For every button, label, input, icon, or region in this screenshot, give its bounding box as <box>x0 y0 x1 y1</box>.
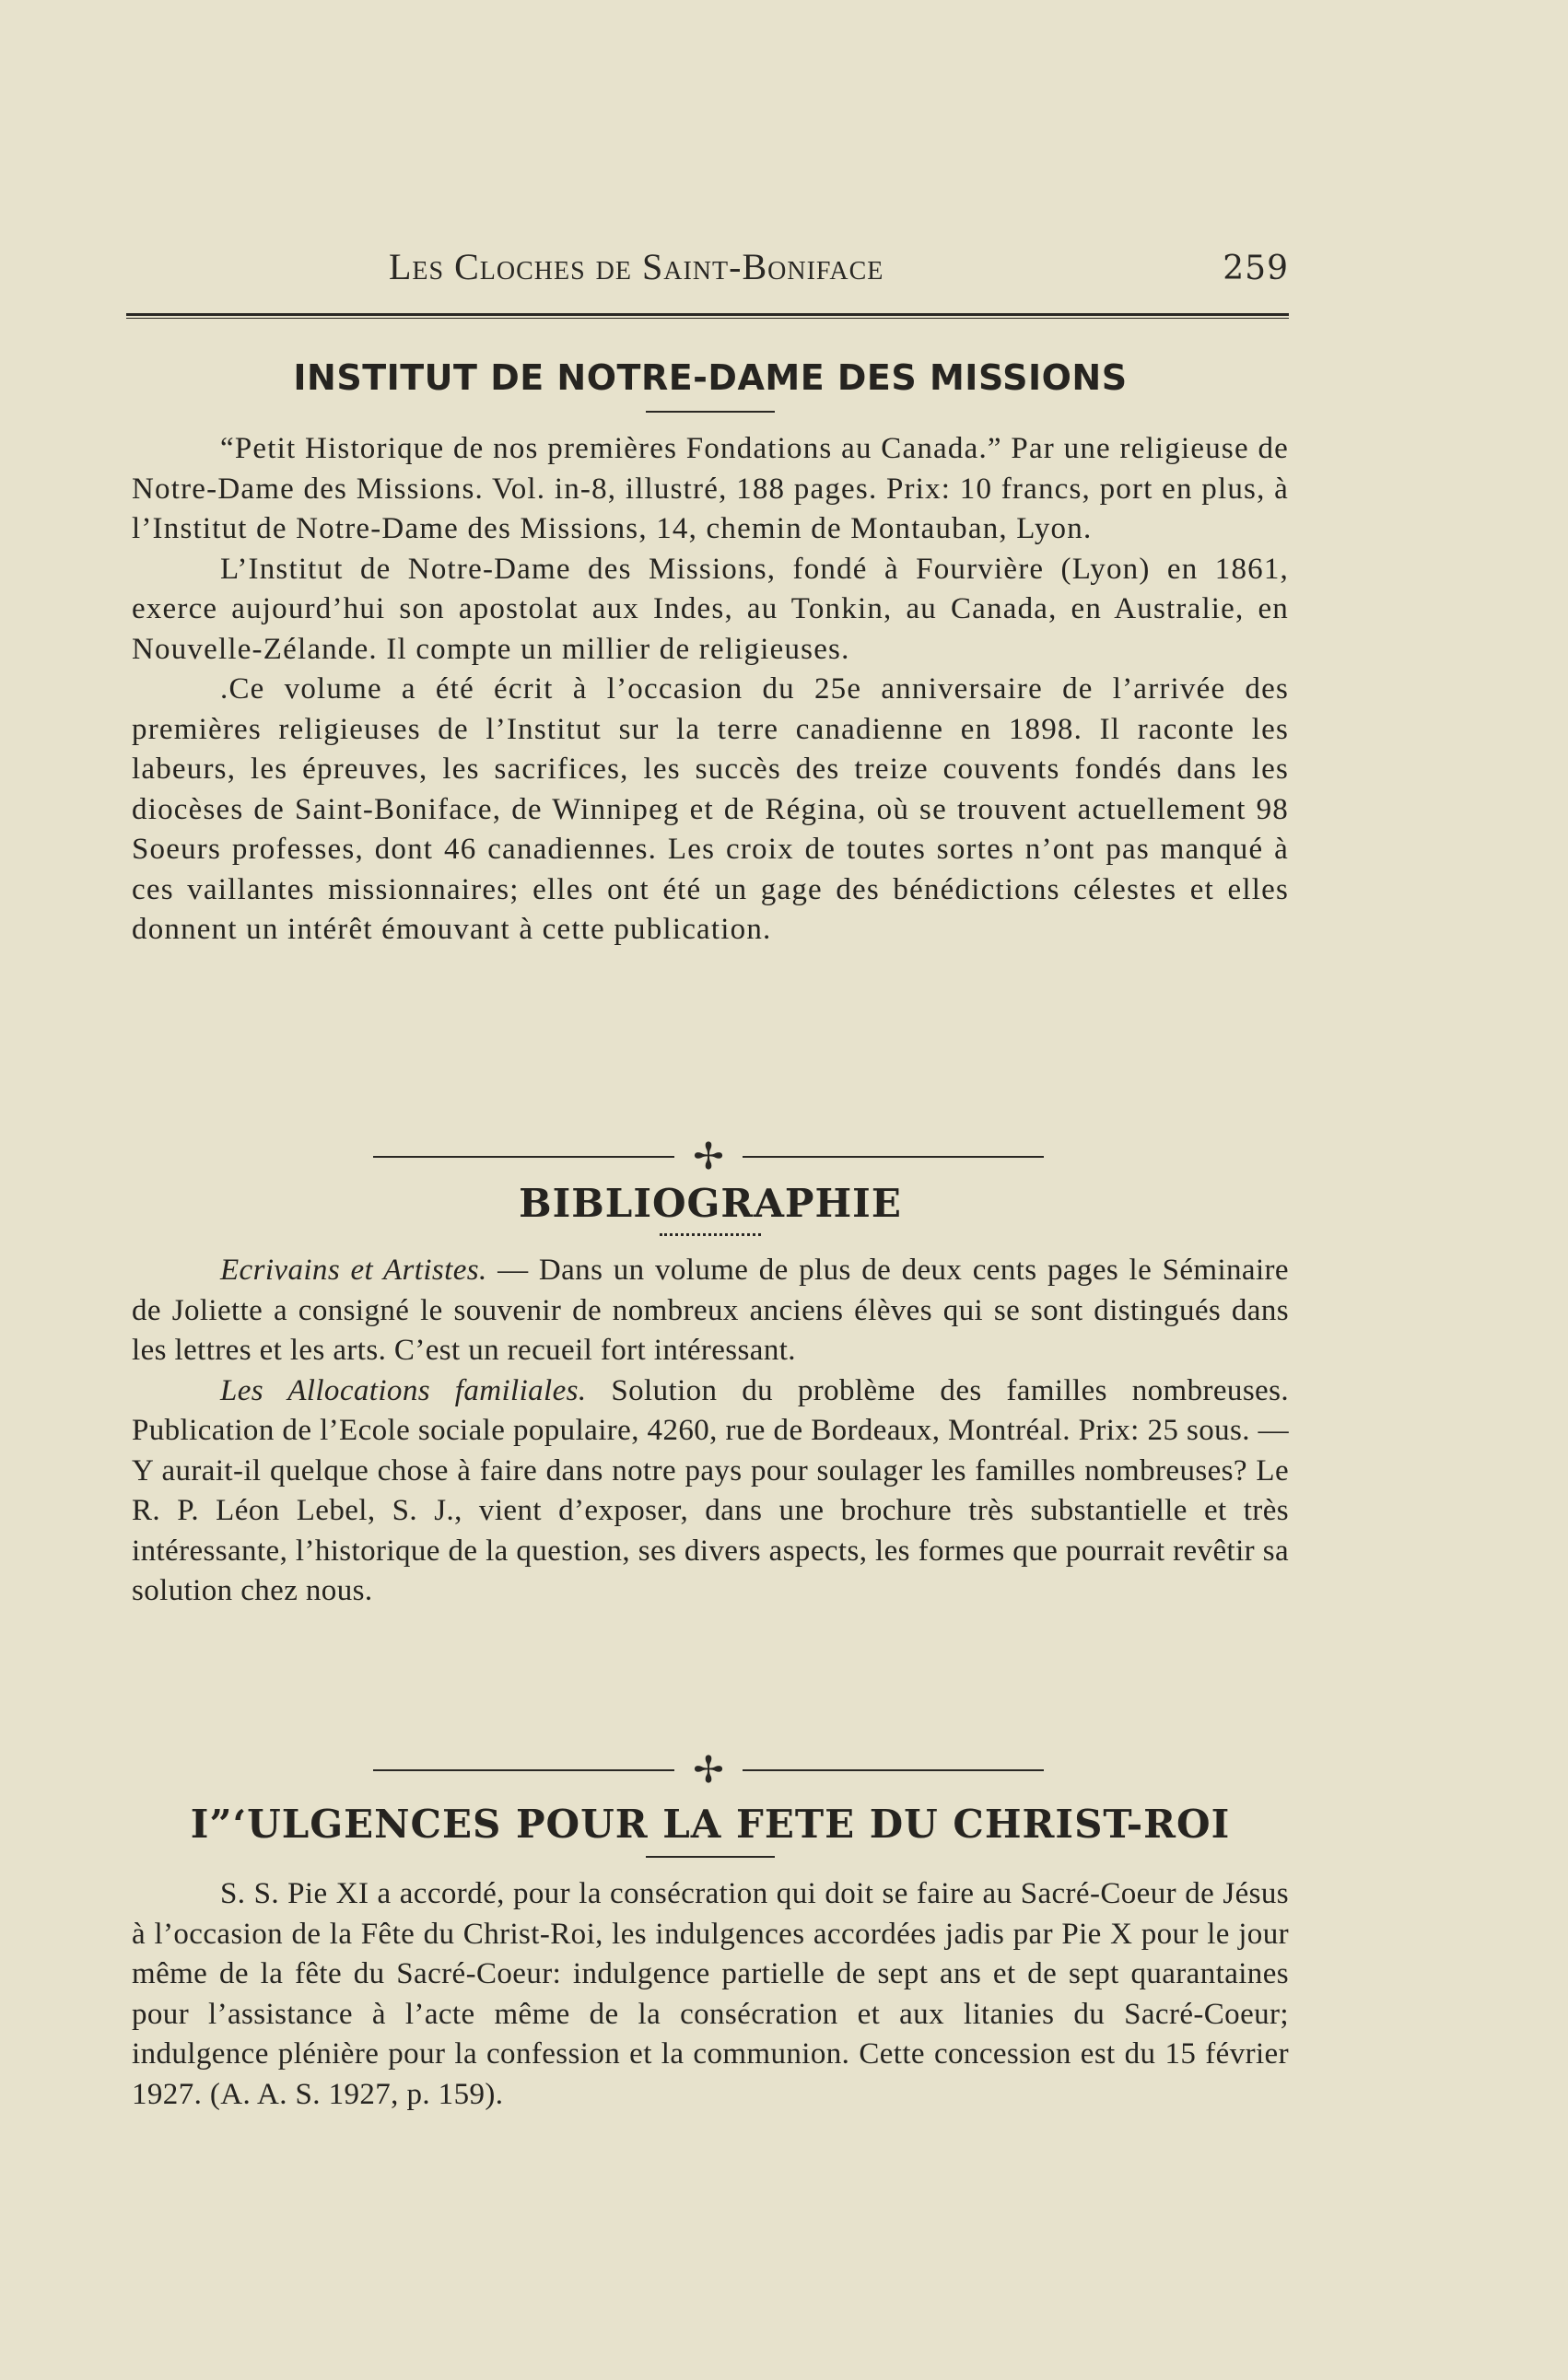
divider-line <box>743 1156 1044 1158</box>
divider-line <box>373 1769 674 1771</box>
paragraph: Les Allocations familiales. Solution du problème des familles nombreuses. Publication de l’Ecole sociale populaire, 4260, rue de Bordeaux, Montréal. Prix: 25 sous. — Y aurait-il quelque chose à faire dans notre pays pour soulager les familles nombreuses? Le R. P. Léon Lebel, S. J., vient d’exposer, dans une brochure très substantielle et très intéressante, l’historique de la question, ses divers aspects, les formes que pourrait revêtir sa solution chez nous. <box>132 1373 1289 1607</box>
paragraph: .Ce volume a été écrit à l’occasion du 25e anniversaire de l’arrivée des premières religieuses de l’Institut sur la terre canadienne en 1898. Il raconte les labeurs, les épreuves, les sacrifices, les succès des treize couvents fondés dans les diocèses de Saint-Boniface, de Winnipeg et de Régina, où se trouvent actuellement 98 Soeurs professes, dont 46 canadiennes. Les croix de toutes sortes n’ont pas manqué à ces vaillantes missionnaires; elles ont été un gage des bénédictions célestes et elles donnent un intérêt émouvant à cette publication. <box>132 672 1289 946</box>
section-indulgences <box>132 1802 1289 2115</box>
section-heading-bibliographie: BIBLIOGRAPHIE <box>519 1181 902 1226</box>
ornament-divider <box>373 1749 1044 1791</box>
divider-line <box>373 1156 674 1158</box>
heading-rule <box>660 1233 761 1236</box>
book-title: Les Allocations familiales. <box>220 1373 587 1407</box>
paragraph: “Petit Historique de nos premières Fondations au Canada.” Par une religieuse de Notre-Dame des Missions. Vol. in-8, illustré, 188 pages. Prix: 10 francs, port en plus, à l’Institut de Notre-Dame des Missions, 14, chemin de Montauban, Lyon. <box>132 432 1289 545</box>
paragraph: Ecrivains et Artistes. — Dans un volume de plus de deux cents pages le Séminaire de Joliette a consigné le souvenir de nombreux anciens élèves qui se sont distingués dans les lettres et les arts. C’est un recueil fort intéressant. <box>132 1254 1289 1367</box>
cross-ornament-icon: ✢ <box>693 1136 724 1178</box>
section-bibliographie <box>132 1181 1289 1612</box>
paragraph: S. S. Pie XI a accordé, pour la consécration qui doit se faire au Sacré-Coeur de Jésus à l’occasion de la Fête du Christ-Roi, les indulgences accordées jadis par Pie X pour le jour même de la fête du Sacré-Coeur: indulgence partielle de sept ans et de sept quarantaines pour l’assistance à l’acte même de la consécration et aux litanies du Sacré-Coeur; indulgence plénière pour la confession et la communion. Cette concession est du 15 février 1927. (A. A. S. 1927, p. 159). <box>132 1877 1289 2111</box>
ornament-divider <box>373 1136 1044 1178</box>
page-number: 259 <box>1223 250 1289 287</box>
paragraph: L’Institut de Notre-Dame des Missions, fondé à Fourvière (Lyon) en 1861, exerce aujourd’hui son apostolat aux Indes, au Tonkin, au Canada, en Australie, en Nouvelle-Zélande. Il compte un millier de religieuses. <box>132 552 1289 666</box>
section-heading-institut: INSTITUT DE NOTRE-DAME DES MISSIONS <box>293 357 1128 398</box>
running-header <box>126 245 1289 288</box>
book-title: Ecrivains et Artistes. <box>220 1254 487 1287</box>
heading-rule <box>646 411 775 413</box>
running-title: Les Cloches de Saint-Boniface <box>389 246 884 287</box>
header-rule <box>126 313 1289 319</box>
cross-ornament-icon: ✢ <box>693 1749 724 1791</box>
divider-line <box>743 1769 1044 1771</box>
heading-rule <box>646 1856 775 1858</box>
section-institut <box>132 357 1289 951</box>
section-heading-indulgences: I”‘ULGENCES POUR LA FETE DU CHRIST-ROI <box>190 1802 1231 1847</box>
